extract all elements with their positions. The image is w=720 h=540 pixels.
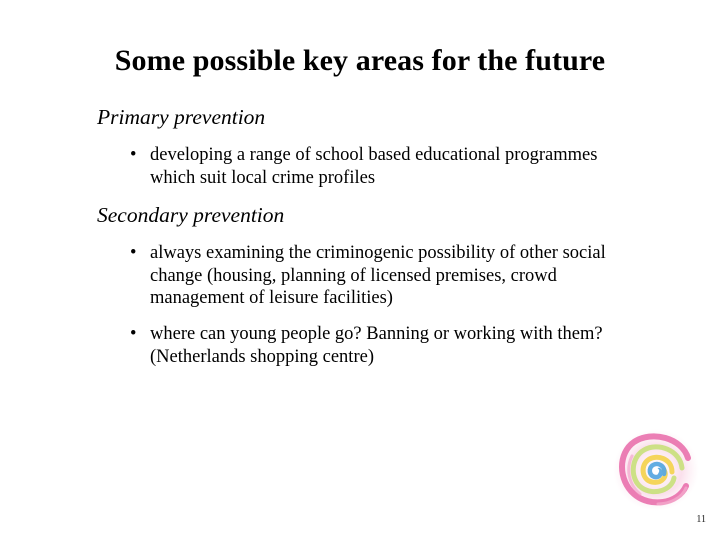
page-number: 11 [696,514,706,525]
bullet-line: where can young people go? Banning or working with them? [150,324,603,344]
bullet-item [130,323,690,368]
bullet-item [130,144,690,189]
bullet-marker: • [130,243,137,263]
section-heading-primary-prevention: Primary prevention [97,105,266,129]
bullet-line: developing a range of school based educational programmes [150,145,598,165]
section-heading-secondary-prevention: Secondary prevention [97,203,285,227]
bullet-item [130,242,690,310]
spiral-logo-icon [612,428,700,512]
bullet-line: which suit local crime profiles [150,167,376,188]
bullet-line: always examining the criminogenic possibility of other social [150,243,606,263]
bullet-line: management of leisure facilities) [150,288,393,308]
slide-title: Some possible key areas for the future [114,44,606,77]
bullet-line: (Netherlands shopping centre) [150,346,374,367]
bullet-marker: • [130,145,137,165]
bullet-marker: • [130,324,137,344]
bullet-line: change (housing, planning of licensed premises, crowd [150,265,557,286]
